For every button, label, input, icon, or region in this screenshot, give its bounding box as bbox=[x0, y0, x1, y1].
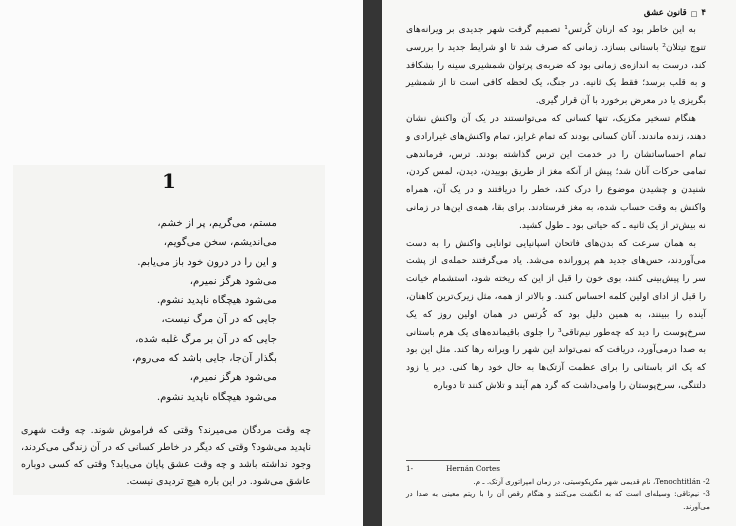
poem-line: می‌شود هیچگاه ناپدید نشوم. bbox=[156, 295, 277, 307]
book-gutter bbox=[363, 0, 382, 526]
body-paragraph: به این خاطر بود که ارنان کُرتس¹ تصمیم گرفت شهر جدیدی بر ویرانه‌های تنوچ تیتلان² باستانی بسازد. زمانی که صرف شد تا او شرایط جدید را بررسی کند، درست به اندازه‌ی زمانی بود که ضربه‌ی پرتوان شمشیری سینه را بشکافد و به قلب برسد؛ فقط یک ثانیه. در جنگ، یک لحظه کافی است تا از شمشیر بگریزی یا در معرض برخورد با آن قرار گیری. bbox=[406, 24, 706, 107]
left-page bbox=[0, 0, 363, 526]
poem-line: می‌اندیشم، سخن می‌گویم، bbox=[163, 237, 277, 249]
prose-paragraph: چه وقت مردگان می‌میرند؟ وقتی که فراموش شوند. چه وقت شهری ناپدید می‌شود؟ وقتی که دیگر در خاطر کسانی که در آن زندگی می‌کردند، وجود نداشته باشد و چه وقت عشق پایان می‌یابد؟ وقتی که کسی دوباره عاشق می‌شود. در این باره هیچ تردیدی نیست. bbox=[21, 425, 311, 487]
page-number: ۴ bbox=[701, 8, 706, 18]
poem-line: بگذار آن‌جا، جایی باشد که می‌روم، bbox=[132, 353, 277, 365]
poem-line: و این را در درون خود باز می‌یابم. bbox=[137, 256, 277, 268]
footnote-number: 2- bbox=[702, 476, 710, 486]
footnote-1 bbox=[406, 460, 500, 476]
footnote-2 bbox=[406, 476, 710, 489]
running-head-title: قانون عشق bbox=[643, 8, 687, 18]
footnote-number: 1- bbox=[406, 464, 414, 473]
poem-line: جایی که در آن بر مرگ غلبه شده، bbox=[135, 333, 277, 345]
footnotes bbox=[406, 460, 710, 513]
footnote-text: Tenochtitlán، نام قدیمی شهر مکزیکوسیتی، در زمان امپراتوری آزتک. ـ م. bbox=[473, 476, 701, 486]
body-paragraph: هنگام تسخیر مکزیک، تنها کسانی که می‌توانستند در یک آن واکنش نشان دهند، زنده ماندند. آنان کسانی بودند که تمام غرایز، تمام واکنش‌های غیرارادی و تمام احساساتشان را در خدمت این ترس گذاشته بودند. ترس، فرماندهی تمامی حرکات آنان شد؛ پیش از آنکه مغز از طریق بوییدن، دیدن، لمس کردن، شنیدن و چشیدن موضوع را درک کند، خطر را دریافتند و در یک آن، همراه واکنش به وقت حساب شده، به مغز فرستادند. برای بقا، همه‌ی این‌ها در زمانی نه بیش‌تر از یک ثانیه ـ که حیاتی بود ـ طول کشید. bbox=[406, 112, 706, 231]
poem-line: می‌شود هرگز نمیرم، bbox=[189, 372, 277, 384]
footnote-number: 3- bbox=[702, 489, 710, 498]
right-page bbox=[382, 0, 736, 526]
footnote-3 bbox=[406, 488, 710, 513]
footnote-text: Hernán Cortes bbox=[446, 464, 500, 473]
poem-line: می‌شود هیچگاه ناپدید نشوم. bbox=[156, 391, 277, 403]
poem bbox=[17, 214, 277, 407]
body-text bbox=[406, 21, 706, 395]
footnote-text: نیم‌تاقی: وسیله‌ای است که به انگشت می‌کنند و هنگام رقص آن را با ریتم معینی به صدا در می‌آورند. bbox=[406, 489, 710, 511]
poem-line: می‌شود هرگز نمیرم، bbox=[189, 275, 277, 287]
poem-line: مستم، می‌گریم، پر از خشم، bbox=[157, 218, 277, 229]
poem-line: جایی که در آن مرگ نیست، bbox=[161, 314, 277, 326]
body-paragraph: به همان سرعت که بدن‌های فاتحان اسپانیایی توانایی واکنش را به دست می‌آوردند، حس‌های جدید هم پرورانده می‌شد. یاد می‌گرفتند حمله‌ی از پشت سر را پیش‌بینی کنند، بوی خون را قبل از این که ریخته شود، استشمام خیانت را قبل از ادای اولین کلمه احساس کنند. و بالاتر از همه، مثل زیرک‌ترین کاهنان، آینده را ببینند، به همین دلیل بود که کُرتس در همان اولین روز که یک سرخ‌پوست را دید که چه‌طور نیم‌تاقی³ را جلوی باقیمانده‌های یک هرم باستانی به صدا درمی‌آورد، دریافت که نمی‌تواند این شهر را ویرانه رها کند. مثل این بود که یک اثر باستانی را برای عظمت آزتک‌ها به حال خود رها کنی. دیر یا زود دلتنگی، سرخ‌پوستان را وامی‌داشت که گرد هم آیند و تلاش کنند تا دوباره bbox=[406, 237, 706, 391]
chapter-opening bbox=[13, 165, 325, 495]
chapter-number: 1 bbox=[162, 169, 176, 193]
running-head bbox=[644, 8, 706, 18]
square-ornament-icon: □ bbox=[690, 8, 698, 18]
